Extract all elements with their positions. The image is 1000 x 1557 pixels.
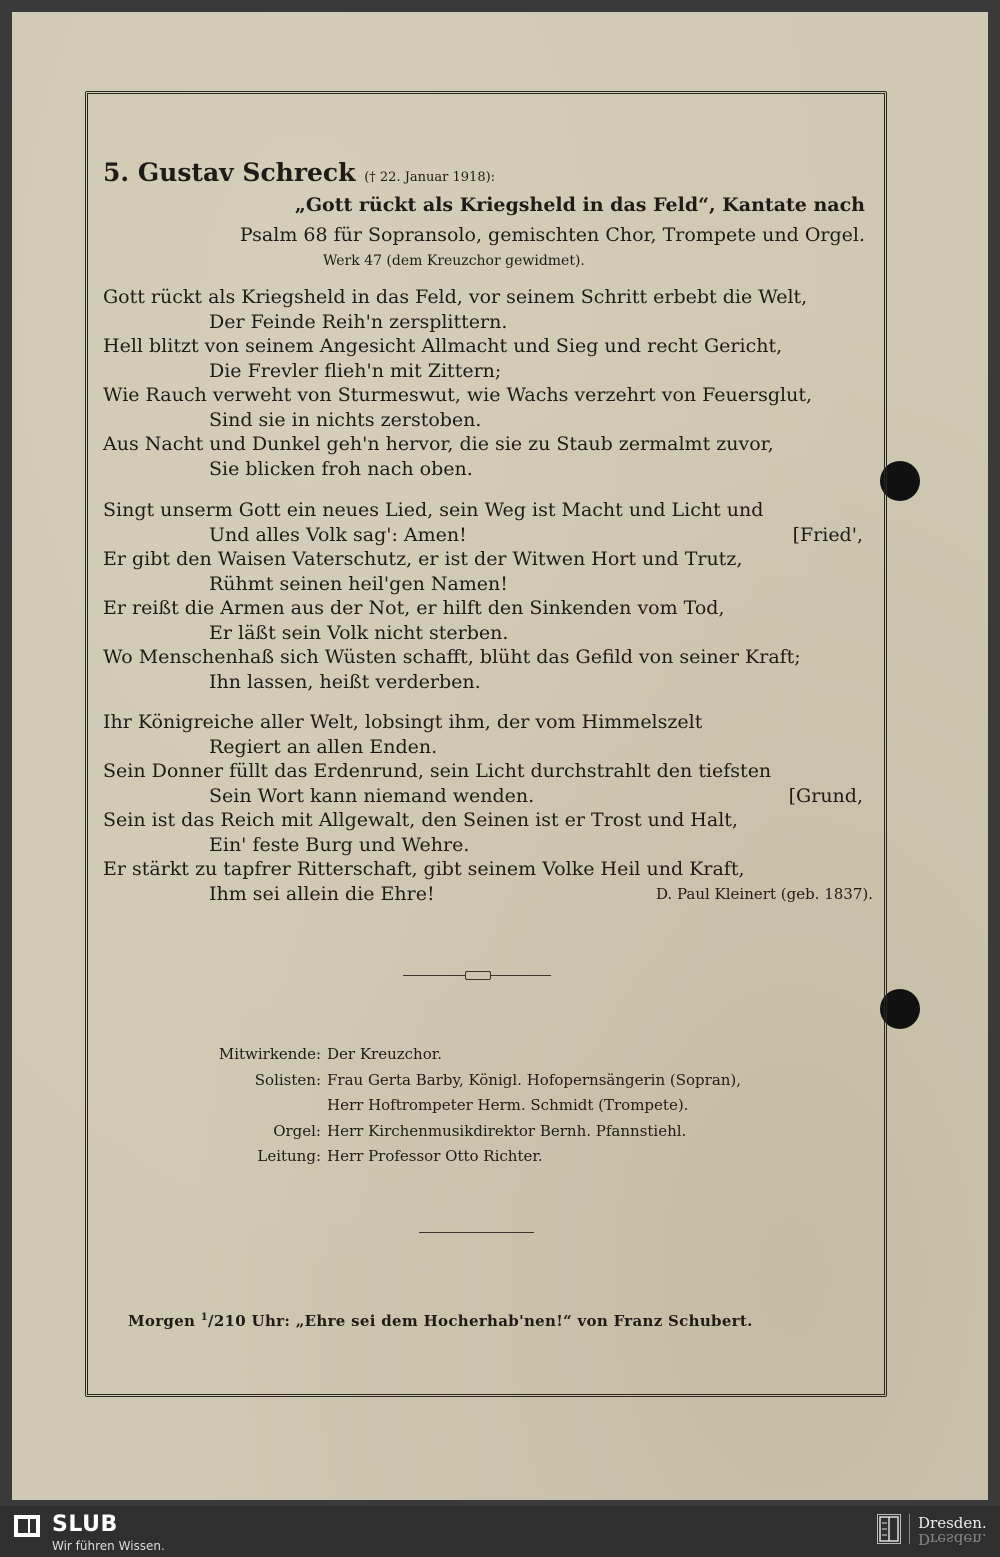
- ornament-divider: [403, 970, 551, 982]
- viewer-footer-bar: [0, 1506, 1000, 1557]
- footer-separator: [909, 1514, 910, 1544]
- stanza-3: [103, 710, 873, 906]
- verse-line: Er gibt den Waisen Vaterschutz, er ist der Witwen Hort und Trutz,: [103, 548, 743, 570]
- credit-row: [176, 1093, 741, 1119]
- verse-line: Die Frevler flieh'n mit Zittern;: [209, 359, 502, 382]
- slub-logo-icon[interactable]: [14, 1515, 40, 1537]
- lyricist-credit: D. Paul Kleinert (geb. 1837).: [655, 884, 873, 903]
- city-name-reflection: Dresden.: [918, 1530, 987, 1548]
- verse-line: Ein' feste Burg und Wehre.: [209, 833, 470, 856]
- notice-prefix: Morgen: [128, 1312, 196, 1330]
- verse-line: Er reißt die Armen aus der Not, er hilft den Sinkenden vom Tod,: [103, 597, 725, 619]
- verse-line: Er stärkt zu tapfrer Ritterschaft, gibt seinem Volke Heil und Kraft,: [103, 858, 745, 880]
- verse-line: Gott rückt als Kriegsheld in das Feld, vor seinem Schritt erbebt die Welt,: [103, 286, 808, 308]
- verse-line: Sie blicken froh nach oben.: [209, 457, 473, 480]
- notice-text: „Ehre sei dem Hocherhab'nen!“ von Franz Schubert.: [295, 1312, 753, 1330]
- composer-name: Gustav Schreck: [137, 158, 356, 187]
- verse-line: Der Feinde Reih'n zersplittern.: [209, 310, 508, 333]
- credit-label: Mitwirkende:: [218, 1045, 321, 1063]
- performers-list: [176, 1042, 741, 1170]
- notice-time-sup: 1: [200, 1312, 209, 1323]
- verse-line: Sein Wort kann niemand wenden.: [209, 784, 535, 807]
- verse-line: Singt unserm Gott ein neues Lied, sein Weg ist Macht und Licht und: [103, 499, 764, 521]
- stanza-2: [103, 498, 873, 694]
- city-crest-icon[interactable]: [877, 1514, 901, 1544]
- verse-line: Sein ist das Reich mit Allgewalt, den Seinen ist er Trost und Halt,: [103, 809, 738, 831]
- verse-line: Ihm sei allein die Ehre!: [209, 882, 435, 905]
- divider-rule: [419, 1232, 534, 1233]
- credit-value: Herr Hoftrompeter Herm. Schmidt (Trompete).: [327, 1096, 689, 1114]
- verse-line: Und alles Volk sag': Amen!: [209, 523, 467, 546]
- credit-label: Solisten:: [254, 1070, 321, 1089]
- credit-row: [176, 1042, 741, 1068]
- notice-time: /210 Uhr:: [208, 1312, 291, 1330]
- credit-value: Der Kreuzchor.: [327, 1045, 443, 1063]
- next-day-notice: [128, 1312, 753, 1330]
- verse-line: Hell blitzt von seinem Angesicht Allmacht und Sieg und recht Gericht,: [103, 335, 783, 357]
- credit-row: [176, 1144, 741, 1170]
- composer-death-date: († 22. Januar 1918):: [364, 170, 496, 185]
- credit-row: [176, 1119, 741, 1145]
- verse-line: Ihr Königreiche aller Welt, lobsingt ihm, der vom Himmelszelt: [103, 711, 703, 733]
- verse-runover: [Fried',: [792, 523, 863, 546]
- credit-value: Herr Kirchenmusikdirektor Bernh. Pfannstiehl.: [327, 1121, 687, 1140]
- credit-label: Leitung:: [257, 1147, 321, 1165]
- city-name[interactable]: Dresden.: [918, 1514, 987, 1532]
- verse-line: Sind sie in nichts zerstoben.: [209, 408, 482, 431]
- verse-line-with-runover: [103, 523, 873, 548]
- verse-line: Wie Rauch verweht von Sturmeswut, wie Wachs verzehrt von Feuersglut,: [103, 384, 813, 406]
- program-heading: [103, 158, 495, 187]
- brand-name[interactable]: SLUB: [52, 1512, 118, 1537]
- verse-line-with-runover: [103, 784, 873, 809]
- brand-tagline: Wir führen Wissen.: [52, 1539, 165, 1553]
- verse-line: Aus Nacht und Dunkel geh'n hervor, die sie zu Staub zermalmt zuvor,: [103, 433, 774, 455]
- stanza-1: [103, 285, 873, 481]
- verse-line: Wo Menschenhaß sich Wüsten schafft, blüht das Gefild von seiner Kraft;: [103, 646, 801, 668]
- verse-line: Er läßt sein Volk nicht sterben.: [209, 621, 509, 644]
- credit-label: Orgel:: [273, 1121, 321, 1140]
- work-opus: Werk 47 (dem Kreuzchor gewidmet).: [323, 253, 585, 269]
- work-title: „Gott rückt als Kriegsheld in das Feld“, Kantate nach: [294, 194, 865, 216]
- verse-runover: [Grund,: [788, 784, 863, 807]
- work-scoring: Psalm 68 für Sopransolo, gemischten Chor, Trompete und Orgel.: [239, 224, 865, 246]
- verse-line: Rühmt seinen heil'gen Namen!: [209, 572, 508, 595]
- verse-line: Regiert an allen Enden.: [209, 735, 438, 758]
- item-number: 5.: [103, 158, 130, 187]
- verse-line-with-author: [103, 882, 873, 907]
- credit-label: [176, 1093, 327, 1119]
- credit-value: Frau Gerta Barby, Königl. Hofopernsängerin (Sopran),: [327, 1070, 742, 1089]
- credit-row: [176, 1068, 741, 1094]
- verse-line: Ihn lassen, heißt verderben.: [209, 670, 481, 693]
- verse-line: Sein Donner füllt das Erdenrund, sein Licht durchstrahlt den tiefsten: [103, 760, 772, 782]
- credit-value: Herr Professor Otto Richter.: [327, 1147, 543, 1165]
